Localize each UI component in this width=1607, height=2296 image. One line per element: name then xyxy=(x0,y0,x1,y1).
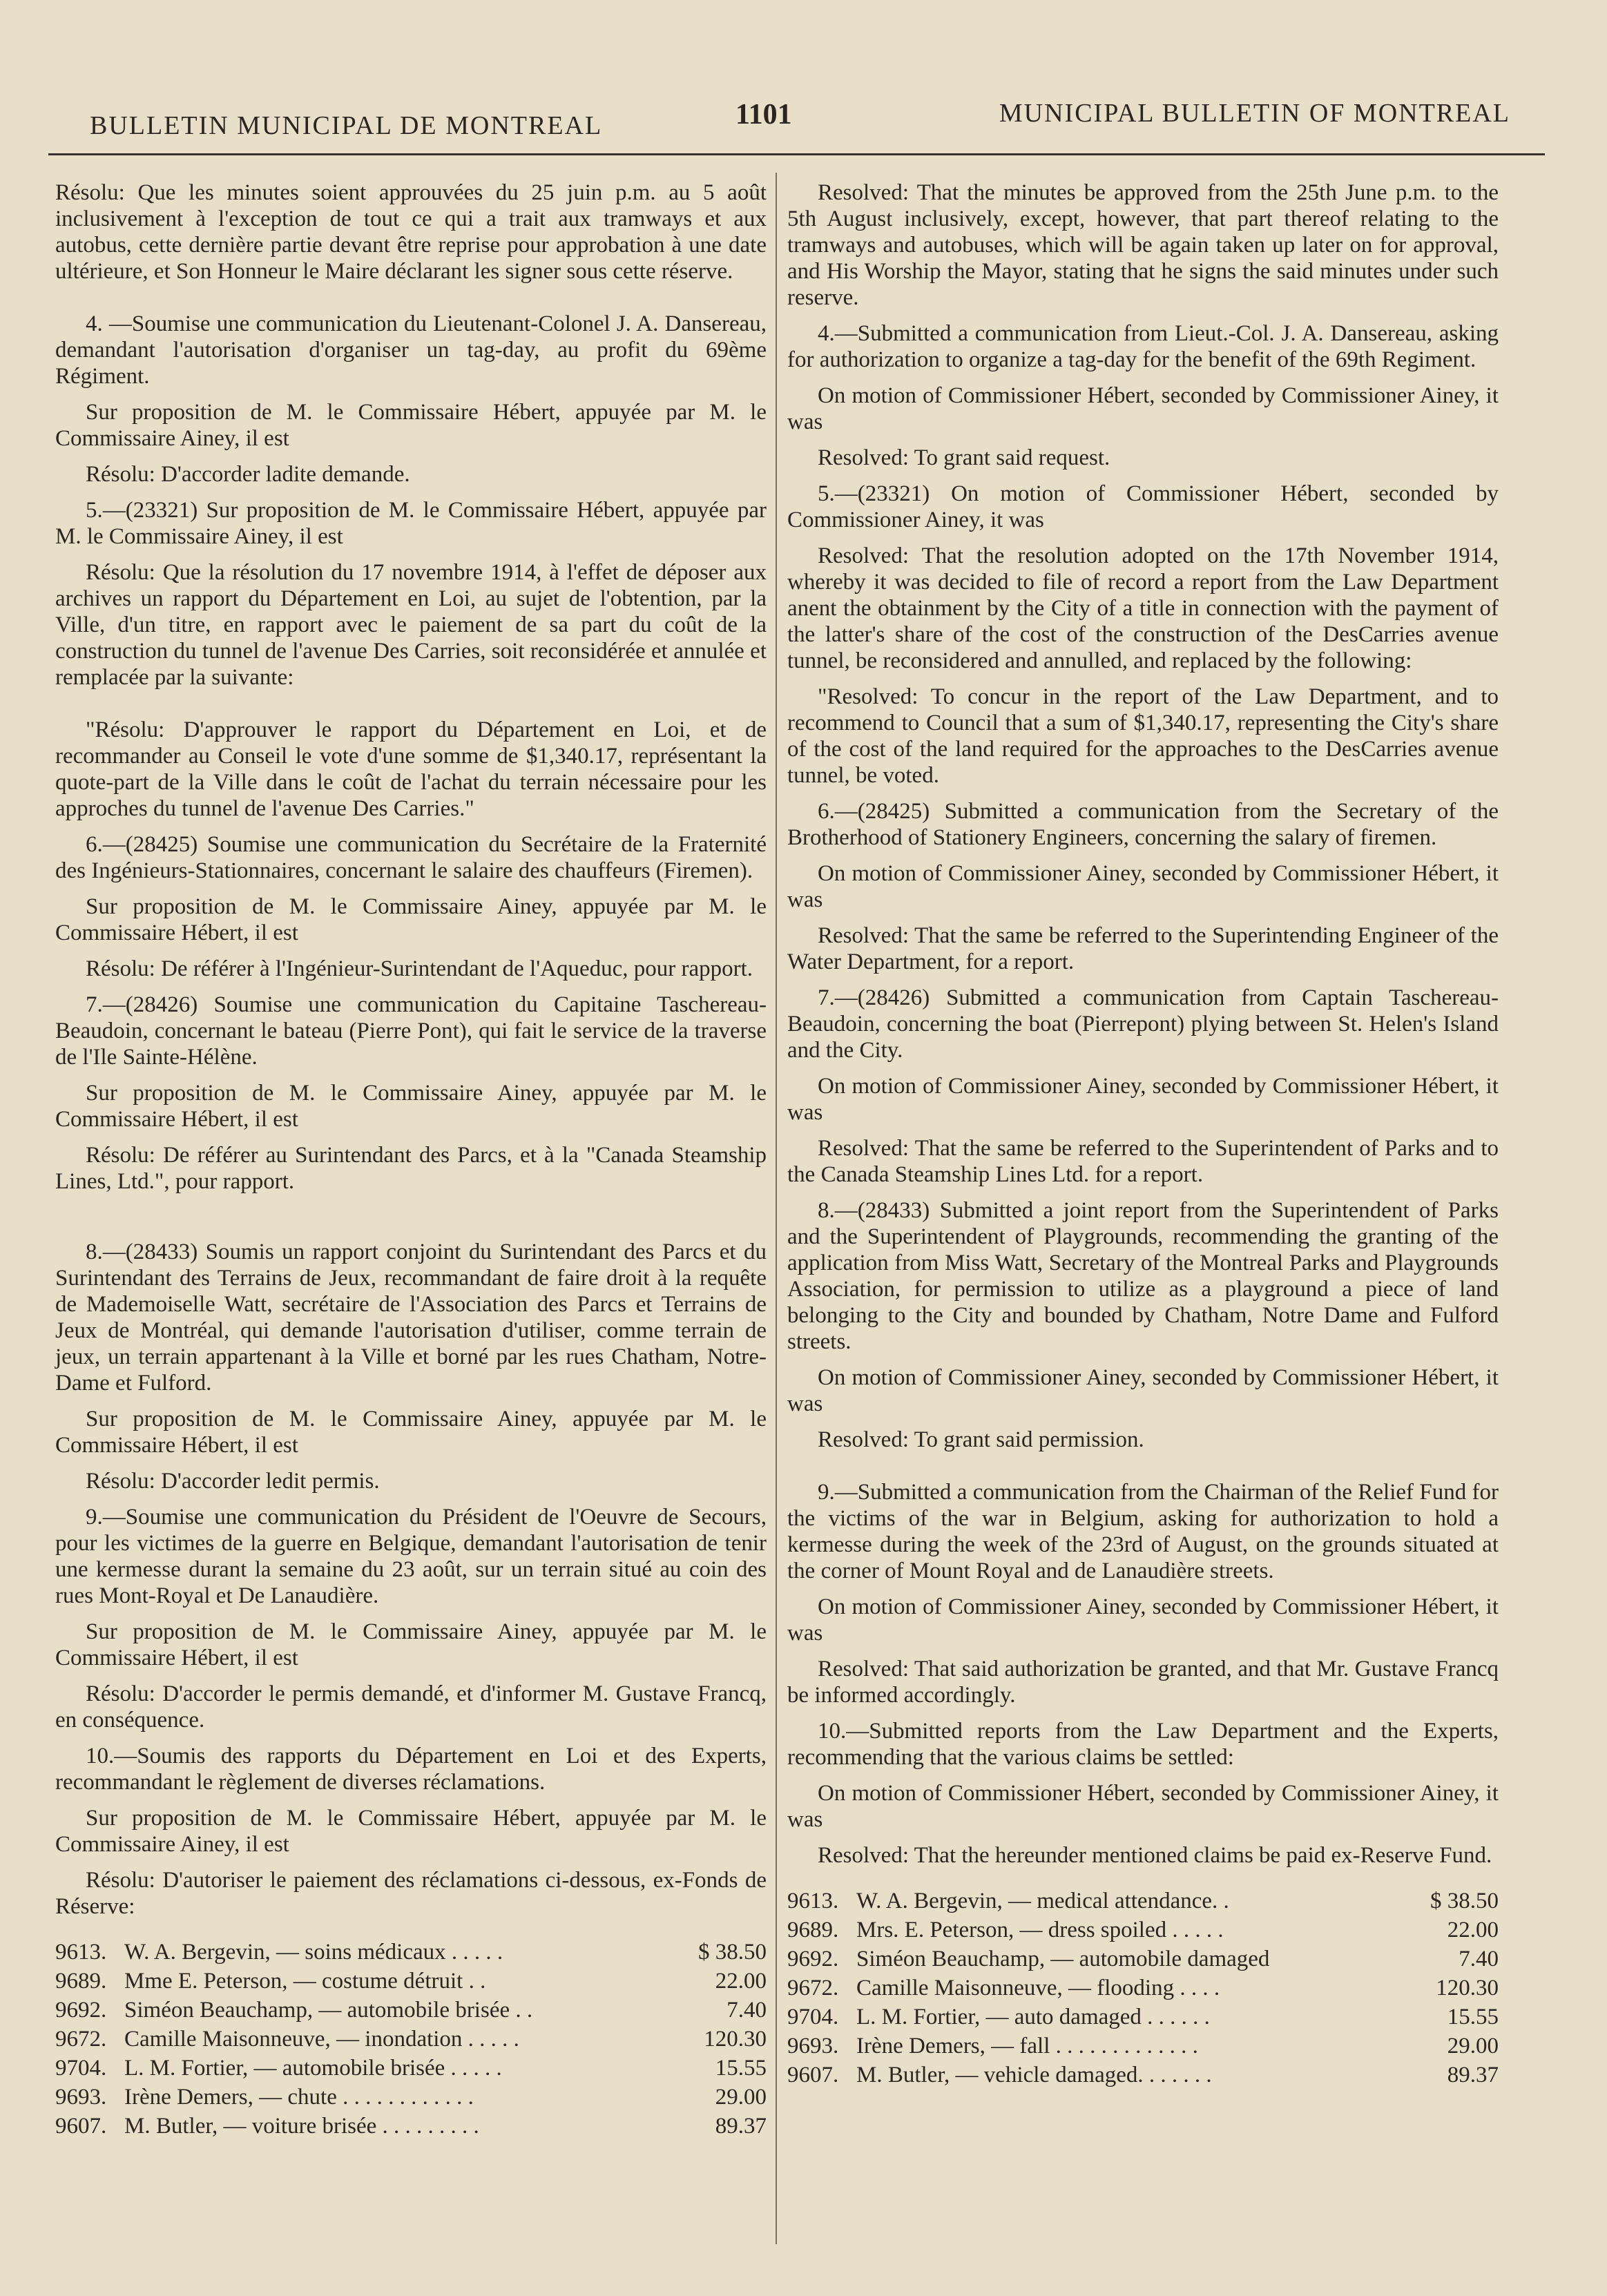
claim-row xyxy=(787,2061,1499,2090)
header-french-title: BULLETIN MUNICIPAL DE MONTREAL xyxy=(90,111,603,140)
paragraph: 5.—(23321) On motion of Commissioner Hébert, seconded by Commissioner Ainey, it was xyxy=(787,481,1499,532)
paragraph: 6.—(28425) Submitted a communication from the Secretary of the Brotherhood of Stationery Engineers, concerning the salary of firemen. xyxy=(787,799,1499,850)
claim-amount: 89.37 xyxy=(1447,2063,1499,2087)
claim-number: 9692. xyxy=(55,1998,107,2023)
claim-row xyxy=(787,1887,1499,1916)
paragraph: Resolved: To grant said permission. xyxy=(818,1427,1144,1452)
paragraph: Sur proposition de M. le Commissaire Ainey, appuyée par M. le Commissaire Hébert, il est xyxy=(55,1619,767,1670)
paragraph: 7.—(28426) Submitted a communication from Captain Taschereau-Beaudoin, concerning the boat (Pierrepont) plying between St. Helen's Island and the City. xyxy=(787,985,1499,1063)
claim-row xyxy=(787,1945,1499,1974)
paragraph: Resolved: That the same be referred to the Superintending Engineer of the Water Department, for a report. xyxy=(787,923,1499,974)
paragraph: Résolu: D'accorder le permis demandé, et d'informer M. Gustave Francq, en conséquence. xyxy=(55,1681,767,1733)
claim-description: Irène Demers, — chute . . . . . . . . . . . . xyxy=(124,2085,474,2110)
claim-description: Siméon Beauchamp, — automobile brisée . . xyxy=(124,1998,533,2023)
claim-description: L. M. Fortier, — auto damaged . . . . . . xyxy=(856,2005,1210,2029)
claim-description: Mrs. E. Peterson, — dress spoiled . . . . . xyxy=(856,1918,1224,1942)
claim-row xyxy=(55,1967,767,1996)
claim-description: Camille Maisonneuve, — flooding . . . . xyxy=(856,1976,1220,2000)
paragraph: On motion of Commissioner Hébert, seconded by Commissioner Ainey, it was xyxy=(787,1781,1499,1832)
paragraph: "Résolu: D'approuver le rapport du Département en Loi, et de recommander au Conseil le vote d'une somme de $1,340.17, représentant la quote-part de la Ville dans le coût de l'achat du terrain nécessaire pour les approches du tunnel de l'avenue Des Carries." xyxy=(55,717,767,821)
paragraph: On motion of Commissioner Hébert, seconded by Commissioner Ainey, it was xyxy=(787,383,1499,434)
paragraph: Resolved: That the resolution adopted on the 17th November 1914, whereby it was decided to file of record a report from the Law Department anent the obtainment by the City of a title in connection with the payment of the latter's share of the cost of the construction of the DesCarries avenue tunnel, be reconsidered and annulled, and replaced by the following: xyxy=(787,543,1499,673)
paragraph: "Resolved: To concur in the report of the Law Department, and to recommend to Council that a sum of $1,340.17, representing the City's share of the cost of the land required for the approaches to the DesCarries avenue tunnel, be voted. xyxy=(787,684,1499,788)
paragraph: Sur proposition de M. le Commissaire Ainey, appuyée par M. le Commissaire Hébert, il est xyxy=(55,1081,767,1132)
claim-row xyxy=(787,1974,1499,2003)
page-header xyxy=(83,83,1524,138)
claims-list-french xyxy=(55,1938,767,2141)
paragraph: Resolved: To grant said request. xyxy=(818,445,1110,470)
paragraph: 9.—Submitted a communication from the Chairman of the Relief Fund for the victims of the war in Belgium, asking for authorization to hold a kermesse during the week of the 23rd of August, on the grounds situated at the corner of Mount Royal and de Lanaudière streets. xyxy=(787,1480,1499,1583)
column-divider xyxy=(776,173,777,2244)
claim-number: 9613. xyxy=(787,1889,839,1913)
paragraph: 4. —Soumise une communication du Lieutenant-Colonel J. A. Dansereau, demandant l'autorisation d'organiser un tag-day, au profit du 69ème Régiment. xyxy=(55,311,767,389)
paragraph: 10.—Submitted reports from the Law Department and the Experts, recommending that the various claims be settled: xyxy=(787,1719,1499,1770)
claim-amount: 22.00 xyxy=(715,1969,767,1994)
claim-number: 9672. xyxy=(55,2027,107,2052)
claim-amount: $ 38.50 xyxy=(1430,1889,1499,1913)
claims-list-english xyxy=(787,1887,1499,2090)
claim-description: W. A. Bergevin, — medical attendance. . xyxy=(856,1889,1229,1913)
claim-row xyxy=(55,2083,767,2112)
claim-number: 9672. xyxy=(787,1976,839,2000)
claim-amount: 7.40 xyxy=(1459,1947,1499,1971)
claim-row xyxy=(55,2112,767,2141)
claim-number: 9693. xyxy=(787,2034,839,2058)
claim-amount: 89.37 xyxy=(715,2114,767,2139)
paragraph: On motion of Commissioner Ainey, seconded by Commissioner Hébert, it was xyxy=(787,1074,1499,1125)
paragraph: 10.—Soumis des rapports du Département en Loi et des Experts, recommandant le règlement de diverses réclamations. xyxy=(55,1744,767,1795)
english-column xyxy=(787,180,1499,2090)
header-english-title: MUNICIPAL BULLETIN OF MONTREAL xyxy=(999,99,1510,128)
claim-row xyxy=(55,1996,767,2025)
claim-row xyxy=(787,2032,1499,2061)
claim-amount: 120.30 xyxy=(1436,1976,1499,2000)
paragraph: 8.—(28433) Submitted a joint report from the Superintendent of Parks and the Superintendent of Playgrounds, recommending the granting of the application from Miss Watt, Secretary of the Montreal Parks and Playgrounds Association, for permission to utilize as a playground a piece of land belonging to the City and bounded by Chatham, Notre Dame and Fulford streets. xyxy=(787,1198,1499,1354)
claim-row xyxy=(55,2054,767,2083)
paragraph: Resolved: That the hereunder mentioned claims be paid ex-Reserve Fund. xyxy=(818,1843,1492,1868)
paragraph: Résolu: D'accorder ladite demande. xyxy=(86,462,410,487)
claim-description: W. A. Bergevin, — soins médicaux . . . . . xyxy=(124,1940,503,1965)
paragraph: Resolved: That said authorization be granted, and that Mr. Gustave Francq be informed accordingly. xyxy=(787,1657,1499,1708)
claim-amount: 7.40 xyxy=(726,1998,767,2023)
paragraph: Sur proposition de M. le Commissaire Ainey, appuyée par M. le Commissaire Hébert, il est xyxy=(55,1407,767,1458)
claim-amount: 15.55 xyxy=(715,2056,767,2081)
paragraph: 9.—Soumise une communication du Président de l'Oeuvre de Secours, pour les victimes de la guerre en Belgique, demandant l'autorisation de tenir une kermesse durant la semaine du 23 août, sur un terrain situé au coin des rues Mont-Royal et De Lanaudière. xyxy=(55,1505,767,1608)
paragraph: 7.—(28426) Soumise une communication du Capitaine Taschereau-Beaudoin, concernant le bateau (Pierre Pont), qui fait le service de la traverse de l'Ile Sainte-Hélène. xyxy=(55,992,767,1070)
claim-number: 9689. xyxy=(787,1918,839,1942)
claim-amount: 29.00 xyxy=(715,2085,767,2110)
paragraph: Résolu: Que les minutes soient approuvées du 25 juin p.m. au 5 août inclusivement à l'exception de tout ce qui a trait aux tramways et aux autobus, cette dernière partie devant être reprise pour approbation à une date ultérieure, et Son Honneur le Maire déclarant les signer sous cette réserve. xyxy=(55,180,767,284)
claim-amount: 22.00 xyxy=(1447,1918,1499,1942)
french-column xyxy=(55,180,767,2141)
paragraph: Résolu: D'autoriser le paiement des réclamations ci-dessous, ex-Fonds de Réserve: xyxy=(55,1868,767,1919)
claim-description: L. M. Fortier, — automobile brisée . . . . . xyxy=(124,2056,502,2081)
header-rule xyxy=(48,153,1545,155)
claim-number: 9693. xyxy=(55,2085,107,2110)
claim-amount: $ 38.50 xyxy=(698,1940,767,1965)
page-number: 1101 xyxy=(735,99,792,131)
claim-number: 9692. xyxy=(787,1947,839,1971)
claim-description: M. Butler, — vehicle damaged. . . . . . . xyxy=(856,2063,1212,2087)
paragraph: 4.—Submitted a communication from Lieut.-Col. J. A. Dansereau, asking for authorization to organize a tag-day for the benefit of the 69th Regiment. xyxy=(787,321,1499,372)
claim-description: M. Butler, — voiture brisée . . . . . . . . . xyxy=(124,2114,479,2139)
claim-description: Mme E. Peterson, — costume détruit . . xyxy=(124,1969,486,1994)
paragraph: Résolu: D'accorder ledit permis. xyxy=(86,1469,380,1494)
paragraph: On motion of Commissioner Ainey, seconded by Commissioner Hébert, it was xyxy=(787,1365,1499,1416)
claim-row xyxy=(55,1938,767,1967)
paragraph: On motion of Commissioner Ainey, seconded by Commissioner Hébert, it was xyxy=(787,861,1499,912)
paragraph: Sur proposition de M. le Commissaire Hébert, appuyée par M. le Commissaire Ainey, il est xyxy=(55,400,767,451)
claim-amount: 29.00 xyxy=(1447,2034,1499,2058)
claim-row xyxy=(787,2003,1499,2032)
claim-number: 9704. xyxy=(55,2056,107,2081)
paragraph: Sur proposition de M. le Commissaire Ainey, appuyée par M. le Commissaire Hébert, il est xyxy=(55,894,767,945)
paragraph: Résolu: De référer au Surintendant des Parcs, et à la "Canada Steamship Lines, Ltd.", pour rapport. xyxy=(55,1143,767,1194)
claim-row xyxy=(787,1916,1499,1945)
claim-amount: 120.30 xyxy=(704,2027,767,2052)
paragraph: Resolved: That the same be referred to the Superintendent of Parks and to the Canada Steamship Lines Ltd. for a report. xyxy=(787,1136,1499,1187)
paragraph: Résolu: De référer à l'Ingénieur-Surintendant de l'Aqueduc, pour rapport. xyxy=(86,956,753,981)
claim-description: Siméon Beauchamp, — automobile damaged xyxy=(856,1947,1270,1971)
claim-number: 9613. xyxy=(55,1940,107,1965)
claim-description: Irène Demers, — fall . . . . . . . . . . . . . xyxy=(856,2034,1198,2058)
paragraph: 8.—(28433) Soumis un rapport conjoint du Surintendant des Parcs et du Surintendant des Terrains de Jeux, recommandant de faire droit à la requête de Mademoiselle Watt, secrétaire de l'Association des Parcs et Terrains de Jeux de Montréal, qui demande l'autorisation d'utiliser, comme terrain de jeux, un terrain appartenant à la Ville et borné par les rues Chatham, Notre-Dame et Fulford. xyxy=(55,1239,767,1396)
paragraph: 6.—(28425) Soumise une communication du Secrétaire de la Fraternité des Ingénieurs-Stationnaires, concernant le salaire des chauffeurs (Firemen). xyxy=(55,832,767,883)
paragraph: Sur proposition de M. le Commissaire Hébert, appuyée par M. le Commissaire Ainey, il est xyxy=(55,1806,767,1857)
paragraph: Résolu: Que la résolution du 17 novembre 1914, à l'effet de déposer aux archives un rapport du Département en Loi, au sujet de l'obtention, par la Ville, d'un titre, en rapport avec le paiement de sa part du coût de la construction du tunnel de l'avenue Des Carries, soit reconsidérée et annulée et remplacée par la suivante: xyxy=(55,560,767,690)
claim-row xyxy=(55,2025,767,2054)
paragraph: On motion of Commissioner Ainey, seconded by Commissioner Hébert, it was xyxy=(787,1594,1499,1646)
claim-number: 9704. xyxy=(787,2005,839,2029)
claim-number: 9607. xyxy=(55,2114,107,2139)
paragraph: Resolved: That the minutes be approved from the 25th June p.m. to the 5th August inclusively, except, however, that part thereof relating to the tramways and autobuses, which will be again taken up later on for approval, and His Worship the Mayor, stating that he signs the said minutes under such reserve. xyxy=(787,180,1499,310)
paragraph: 5.—(23321) Sur proposition de M. le Commissaire Hébert, appuyée par M. le Commissaire Ainey, il est xyxy=(55,498,767,549)
claim-number: 9689. xyxy=(55,1969,107,1994)
claim-description: Camille Maisonneuve, — inondation . . . . . xyxy=(124,2027,519,2052)
claim-number: 9607. xyxy=(787,2063,839,2087)
claim-amount: 15.55 xyxy=(1447,2005,1499,2029)
